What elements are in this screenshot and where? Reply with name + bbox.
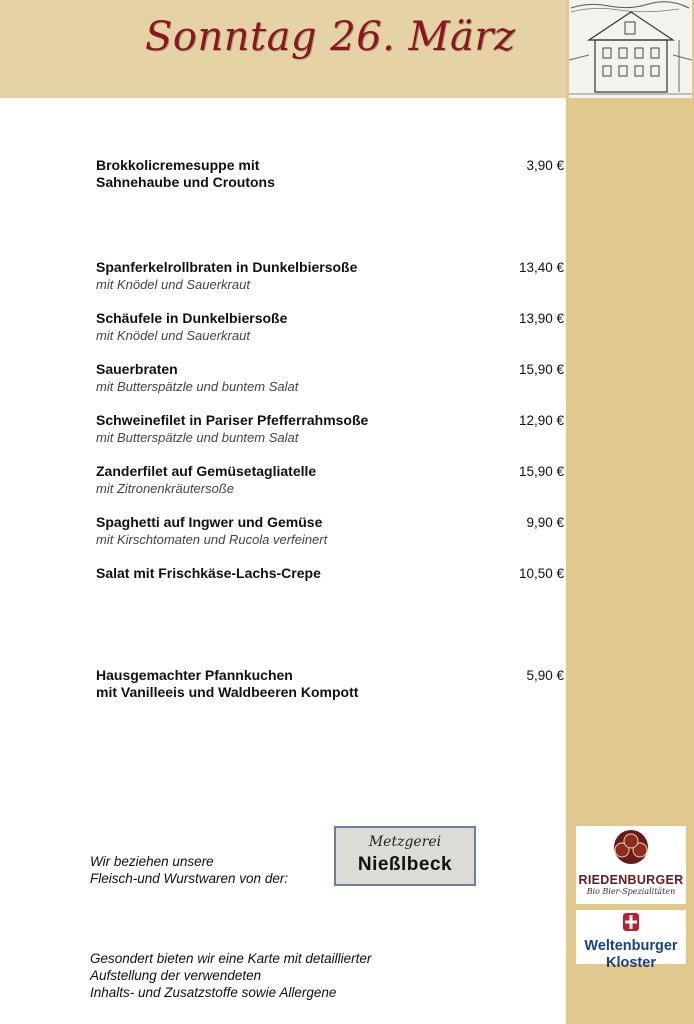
menu-item-salat [96,565,566,582]
weltenburger-logo [576,910,686,971]
menu-item-dessert [96,667,566,701]
weltenburger-name-line1: Weltenburger [584,938,678,954]
menu-item-name: Salat mit Frischkäse-Lachs-Crepe [96,565,321,581]
menu-item-schweinefilet [96,412,566,446]
riedenburger-logo [576,826,686,904]
menu-item-description: mit Kirschtomaten und Rucola verfeinert [96,532,328,547]
menu-item-price: 10,50 € [518,566,564,581]
menu-item-name: Hausgemachter Pfannkuchen mit Vanilleeis und Waldbeeren Kompott [96,667,359,700]
supplier-text: Wir beziehen unsere Fleisch-und Wurstwaren von der: [90,854,289,886]
metzgerei-logo [334,826,476,886]
menu-item-soup [96,157,566,191]
riedenburger-name: RIEDENBURGER [578,873,684,887]
menu-item-spanferkel [96,259,566,293]
menu-item-zanderfilet [96,463,566,497]
menu-item-price: 15,90 € [518,464,564,479]
weltenburger-name-line2: Kloster [606,955,656,971]
menu-item-name: Zanderfilet auf Gemüsetagliatelle [96,463,317,479]
menu-item-price: 12,90 € [518,413,564,428]
menu-item-description: mit Butterspätzle und buntem Salat [96,379,299,394]
cross-crest-icon [616,912,646,932]
page-title: Sonntag 26. März [145,14,516,60]
menu-item-spaghetti [96,514,566,548]
menu-item-price: 5,90 € [526,668,564,683]
menu-item-description: mit Zitronenkräutersoße [96,481,234,496]
menu-item-schaeufele [96,310,566,344]
riedenburger-subtitle: Bio Bier-Spezialitäten [586,887,676,896]
allergen-note: Gesondert bieten wir eine Karte mit detaillierter Aufstellung der verwendeten Inhalts- und Zusatzstoffe sowie Allergene [90,951,372,1000]
menu-item-description: mit Butterspätzle und buntem Salat [96,430,299,445]
menu-item-price: 13,90 € [518,311,564,326]
metzgerei-label: Metzgerei [368,834,442,850]
menu-item-price: 3,90 € [526,158,564,173]
menu-item-name: Schäufele in Dunkelbiersoße [96,310,288,326]
menu-item-name: Spaghetti auf Ingwer und Gemüse [96,514,323,530]
menu-item-description: mit Knödel und Sauerkraut [96,277,250,292]
menu-item-price: 13,40 € [518,260,564,275]
building-sketch-icon [569,0,692,98]
metzgerei-name: Nießlbeck [357,854,453,875]
menu-item-name: Sauerbraten [96,361,178,377]
barrel-emblem-icon [608,828,654,866]
menu-item-sauerbraten [96,361,566,395]
menu-item-description: mit Knödel und Sauerkraut [96,328,250,343]
menu-item-name: Schweinefilet in Pariser Pfefferrahmsoße [96,412,369,428]
menu-item-price: 15,90 € [518,362,564,377]
building-sketch-image [569,0,692,98]
menu-item-name: Brokkolicremesuppe mit Sahnehaube und Croutons [96,157,275,190]
menu-item-name: Spanferkelrollbraten in Dunkelbiersoße [96,259,358,275]
menu-item-price: 9,90 € [526,515,564,530]
